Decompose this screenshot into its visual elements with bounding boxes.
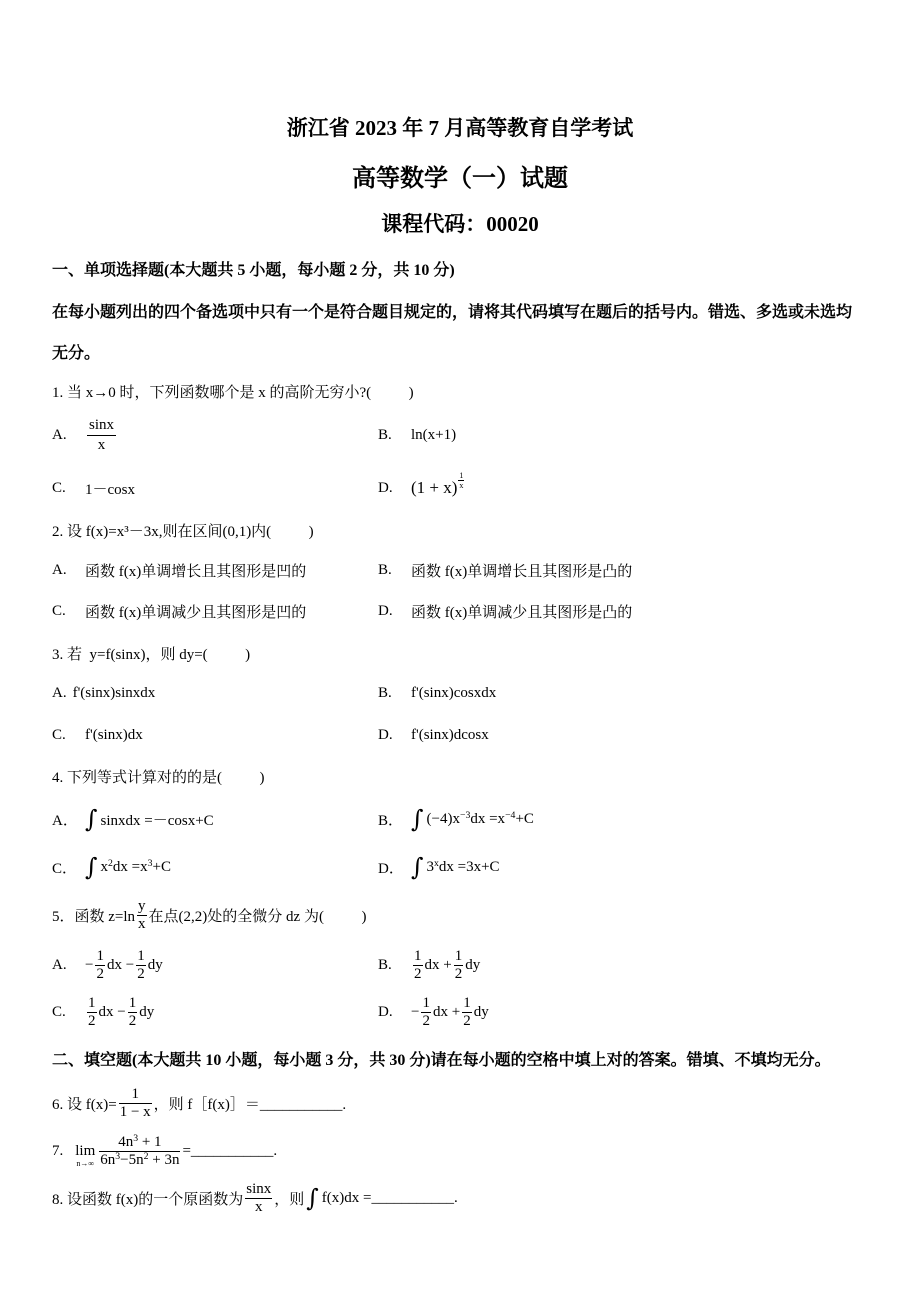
fraction [95, 948, 105, 983]
expression-part: 4n [118, 1133, 134, 1150]
expression-part: 6n [100, 1151, 116, 1168]
fraction-denominator: 1 − x [119, 1103, 151, 1120]
option-label: B. [378, 426, 392, 443]
exponent-fraction [458, 471, 464, 490]
question-5-option-a [52, 945, 163, 985]
fraction-numerator: y [138, 897, 146, 914]
question-4-option-c [52, 847, 171, 887]
fraction-denominator: x [97, 436, 106, 453]
limit [75, 1134, 95, 1168]
question-text-blank: =___________. [182, 1142, 278, 1159]
section-2-heading: 二、填空题(本大题共 10 小题，每小题 3 分，共 30 分)请在每小题的空格中填上对的答案。错填、不填均无分。 [52, 1051, 831, 1069]
fraction-denominator: 2 [96, 965, 104, 982]
operator-text: dx + [432, 1003, 461, 1020]
option-text: f'(sinx)sinxdx [72, 684, 156, 701]
question-2-option-c [52, 591, 306, 631]
option-label: D. [378, 602, 393, 619]
question-1-option-b [378, 415, 456, 455]
option-text: f'(sinx)dcosx [411, 726, 489, 743]
tail-text: dy [473, 1003, 489, 1020]
section-1-heading: 一、单项选择题(本大题共 5 小题，每小题 2 分，共 10 分) [52, 261, 455, 279]
option-text: 1－cosx [85, 481, 135, 498]
question-2-option-a [52, 550, 306, 590]
option-text: 函数 f(x)单调增长且其图形是凹的 [85, 563, 307, 580]
exponent: 3 [133, 1132, 139, 1144]
option-text [101, 809, 214, 830]
fraction [454, 948, 464, 983]
integral-sign: ∫ [85, 853, 98, 881]
option-text [427, 811, 534, 828]
operator-text: dx − [98, 1003, 126, 1020]
option-label: A. [52, 956, 67, 973]
expression-part: + 3n [148, 1151, 180, 1168]
question-3-option-c [52, 715, 143, 755]
fraction-denominator: x [459, 481, 464, 490]
minus-sign: − [85, 956, 94, 973]
option-text: f'(sinx)dx [85, 726, 143, 743]
option-text: 函数 f(x)单调减少且其图形是凸的 [411, 604, 633, 621]
exponent: −4 [505, 809, 516, 821]
fraction-numerator: sinx [246, 1180, 272, 1197]
fraction [136, 948, 146, 983]
fraction-numerator: 1 [119, 1086, 152, 1104]
option-label: A. [52, 684, 67, 701]
question-8 [52, 1178, 458, 1218]
question-1-option-c [52, 468, 135, 508]
option-label: A． [52, 812, 78, 829]
fraction [87, 995, 97, 1030]
expression-part: dx =x [112, 858, 148, 875]
fraction-numerator: 1 [463, 994, 471, 1011]
option-text: 函数 f(x)单调减少且其图形是凹的 [85, 604, 307, 621]
expression-part: +C [515, 810, 534, 827]
question-4-option-d [378, 847, 500, 887]
minus-sign: − [411, 1003, 420, 1020]
fraction-numerator: 1 [128, 994, 137, 1011]
question-1-option-a [52, 415, 118, 455]
question-2-option-b [378, 550, 632, 590]
option-text: f'(sinx)cosxdx [411, 684, 497, 701]
fraction [87, 416, 116, 455]
fraction-numerator: sinx [87, 416, 116, 436]
fraction [128, 995, 138, 1030]
question-text-blank: f(x)dx =___________. [321, 1189, 458, 1206]
question-text: 6. 设 f(x)= [52, 1096, 117, 1113]
option-text [427, 859, 500, 876]
question-1-stem: 1. 当 x→0 时，下列函数哪个是 x 的高阶无穷小?( ) [52, 384, 414, 401]
question-5-option-d [378, 992, 489, 1032]
question-5-option-b [378, 945, 480, 985]
question-text: ，则 [274, 1191, 305, 1208]
fraction-numerator: 1 [422, 994, 430, 1011]
option-label: D. [378, 726, 393, 743]
integral-sign: ∫ [85, 805, 98, 833]
question-3-option-a [52, 673, 155, 713]
question-3-stem: 3. 若 y=f(sinx)，则 dy=( ) [52, 646, 251, 663]
expression-part: 3 [426, 858, 435, 875]
exponent: 2 [108, 857, 113, 869]
option-label: D. [378, 1003, 393, 1020]
fraction-numerator [99, 1134, 180, 1152]
question-text: 8. 设函数 f(x)的一个原函数为 [52, 1191, 244, 1208]
exponent: 3 [147, 857, 153, 869]
tail-text: dy [139, 1003, 155, 1020]
section-1-instruction-line: 在每小题列出的四个备选项中只有一个是符合题目规定的，请将其代码填写在题后的括号内。错选、多选或未选均 [52, 303, 853, 321]
fraction-denominator: x [255, 1198, 263, 1215]
exponent: 2 [143, 1150, 149, 1162]
fraction [119, 1086, 152, 1121]
option-label: D. [378, 479, 393, 496]
option-label: A. [52, 561, 67, 578]
option-label: D． [378, 860, 404, 877]
option-label: C. [52, 479, 66, 496]
exponent: x [434, 857, 439, 869]
fraction [421, 995, 431, 1030]
stem-text: 在点(2,2)处的全微分 dz 为( ) [148, 908, 367, 925]
fraction-denominator: 2 [88, 1012, 96, 1029]
fraction-denominator: x [138, 915, 146, 932]
fraction [462, 995, 472, 1030]
fraction-denominator: 2 [422, 1012, 430, 1029]
expression-part: x [100, 858, 109, 875]
question-4-stem: 4. 下列等式计算对的的是( ) [52, 769, 265, 786]
section-1-instruction-line: 无分。 [52, 344, 101, 362]
option-text [101, 859, 171, 876]
option-text: 函数 f(x)单调增长且其图形是凸的 [411, 563, 633, 580]
question-3-option-b [378, 673, 496, 713]
integral-sign: ∫ [306, 1184, 319, 1212]
option-label: C. [52, 1003, 66, 1020]
exponent: 3 [115, 1150, 121, 1162]
question-5-stem [52, 895, 366, 935]
question-text-blank: ，则 f［f(x)］＝___________. [153, 1096, 347, 1113]
option-text: ln(x+1) [411, 426, 457, 443]
fraction [413, 948, 423, 983]
option-label: B. [378, 956, 392, 973]
expression-part: +C [152, 858, 171, 875]
limit-subscript: n→∞ [76, 1159, 95, 1168]
fraction-numerator: 1 [459, 471, 464, 480]
expression-part: sinxdx =－cosx+C [100, 812, 214, 829]
question-7 [52, 1131, 277, 1171]
operator-text: dx + [424, 956, 452, 973]
question-number: 7. [52, 1142, 64, 1159]
exam-title: 浙江省 2023 年 7 月高等教育自学考试 [286, 116, 634, 140]
tail-text: dy [465, 956, 481, 973]
question-2-stem: 2. 设 f(x)=x³－3x,则在区间(0,1)内( ) [52, 523, 314, 540]
fraction-numerator: 1 [414, 947, 422, 964]
option-label: B. [378, 561, 392, 578]
fraction-denominator: 2 [137, 965, 145, 982]
course-code: 课程代码：00020 [381, 212, 539, 236]
expression-part: dx =x [470, 810, 506, 827]
question-1-option-d [378, 468, 466, 508]
integral-sign: ∫ [411, 853, 424, 881]
option-label: B． [378, 812, 404, 829]
fraction-numerator: 1 [137, 947, 145, 964]
fraction-denominator: 2 [128, 1012, 137, 1029]
option-label: B. [378, 684, 392, 701]
fraction [245, 1181, 272, 1216]
option-label: C. [52, 602, 66, 619]
stem-text: 5．函数 z=ln [52, 908, 136, 925]
question-4-option-a [52, 799, 214, 839]
limit-word: lim [75, 1143, 96, 1159]
fraction-denominator: 2 [454, 965, 463, 982]
exponent: −3 [459, 809, 471, 821]
integral-sign: ∫ [411, 805, 424, 833]
fraction-numerator: 1 [96, 947, 104, 964]
paper-title: 高等数学（一）试题 [352, 165, 568, 192]
fraction-denominator: 2 [463, 1012, 471, 1029]
option-label: C． [52, 860, 78, 877]
expression-part: + 1 [138, 1133, 162, 1150]
fraction-denominator: 2 [414, 965, 422, 982]
option-label: A. [52, 426, 67, 443]
expression-part: (−4)x [426, 810, 460, 827]
question-5-option-c [52, 992, 154, 1032]
question-2-option-d [378, 591, 632, 631]
fraction-denominator [99, 1152, 180, 1169]
fraction-numerator: 1 [454, 947, 463, 964]
operator-text: dx − [106, 956, 135, 973]
question-4-option-b [378, 799, 534, 839]
fraction-numerator: 1 [88, 994, 96, 1011]
fraction [137, 898, 147, 933]
question-6 [52, 1083, 346, 1123]
tail-text: dy [147, 956, 163, 973]
option-label: C. [52, 726, 66, 743]
expression-part: dx =3x+C [438, 858, 500, 875]
expression-part: −5n [120, 1151, 144, 1168]
fraction [99, 1134, 180, 1169]
power-base: (1 + x) [411, 478, 458, 497]
question-3-option-d [378, 715, 489, 755]
